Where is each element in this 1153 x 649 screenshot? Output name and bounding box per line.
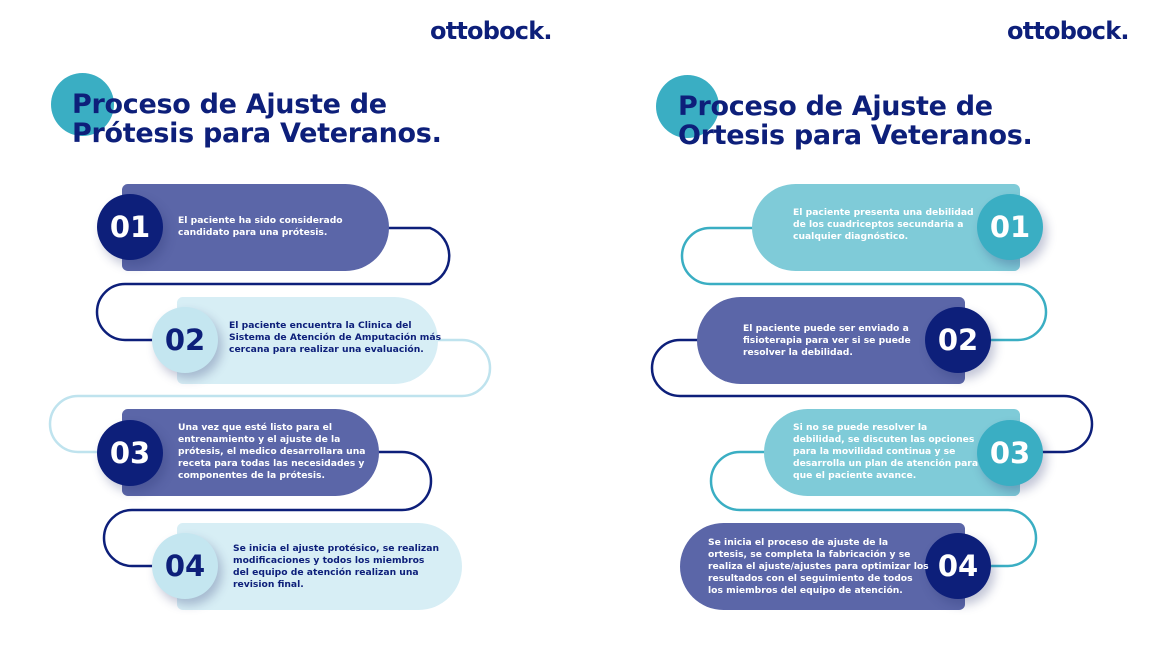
step-number-badge: 01 [97,194,163,260]
step-text: Se inicia el proceso de ajuste de la ortesis, se completa la fabricación y se realiza el ajuste/ajustes para optimizar los resultados con el seguimiento de todos los miembros del equipo de atención. [708,537,929,596]
page-title-right [678,92,1032,150]
ottobock-logo-right: ottobock. [1007,17,1129,45]
title-line-1: Proceso de Ajuste de [678,91,993,122]
step-number-badge: 01 [977,194,1043,260]
title-line-1: Proceso de Ajuste de [72,89,387,120]
step-text: Se inicia el ajuste protésico, se realizan modificaciones y todos los miembros del equipo de atención realizan una revision final. [233,543,439,590]
step-text: El paciente ha sido considerado candidato para una prótesis. [178,215,343,238]
page-title-left [72,90,442,148]
step-text: El paciente presenta una debilidad de los cuadriceptos secundaria a cualquier diagnóstico. [793,207,974,242]
step-text: El paciente puede ser enviado a fisioterapia para ver si se puede resolver la debilidad. [743,323,911,358]
step-number-badge: 04 [152,533,218,599]
title-line-2: Prótesis para Veteranos. [72,118,442,149]
ottobock-logo-left: ottobock. [430,17,552,45]
step-number-badge: 03 [977,420,1043,486]
step-text: El paciente encuentra la Clinica del Sistema de Atención de Amputación más cercana para realizar una evaluación. [229,320,442,355]
step-text: Una vez que esté listo para el entrenamiento y el ajuste de la prótesis, el medico desarrollara una receta para todas las necesidades y componentes de la prótesis. [178,422,366,481]
step-number-badge: 02 [925,307,991,373]
step-number-badge: 03 [97,420,163,486]
step-number-badge: 04 [925,533,991,599]
step-number-badge: 02 [152,307,218,373]
step-text: Si no se puede resolver la debilidad, se discuten las opciones para la movilidad continua y se desarrolla un plan de atención para que el paciente avance. [793,422,979,481]
title-line-2: Ortesis para Veteranos. [678,120,1033,151]
